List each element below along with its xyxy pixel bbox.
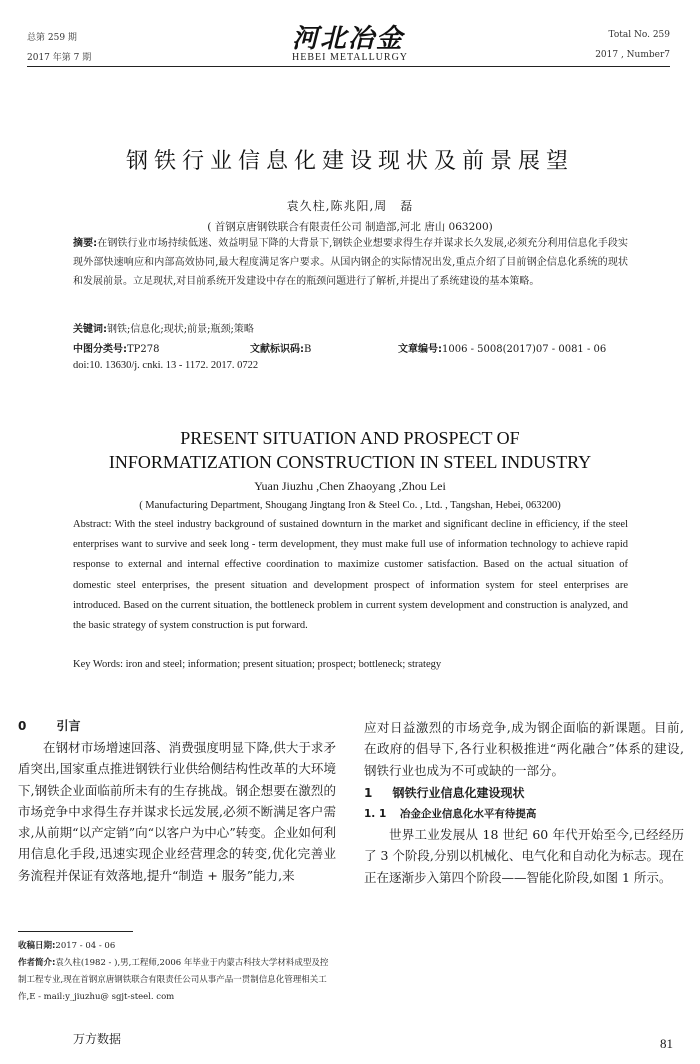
intro-paragraph: 在钢材市场增速回落、消费强度明显下降,供大于求矛盾突出,国家重点推进钢铁行业供给侧结构性改革的大环境下,钢铁企业面临前所未有的生存挑战。钢企想要在激烈的市场竞争中求得生存并谋求长远发展,必须不断满足客户需求,从前期“以产定销”向“以客户为中心”转变。企业如何利用信息化手段,迅速实现企业经营理念的转变,优化完善业务流程并保证有效落地,提升“制造 + 服务”能力,来: [18, 740, 336, 883]
keywords-cn-text: 钢铁;信息化;现状;前景;瓶颈;策略: [107, 324, 254, 335]
section-1-number: 1: [364, 786, 373, 800]
abstract-cn: [73, 235, 628, 291]
header-issue-year-en: 2017 , Number7: [595, 50, 670, 60]
section-1-title: 钢铁行业信息化建设现状: [392, 786, 525, 800]
footnote-rule: [18, 931, 133, 932]
header-rule: [27, 66, 670, 67]
keywords-en-label: Key Words:: [73, 659, 123, 670]
doc-code-value: B: [304, 344, 312, 355]
article-title-cn: 钢铁行业信息化建设现状及前景展望: [125, 149, 574, 174]
author-bio-label: 作者简介:: [18, 958, 56, 968]
keywords-en: [73, 659, 441, 670]
received-value: 2017 - 04 - 06: [55, 941, 116, 951]
clc-number: [73, 340, 160, 355]
keywords-cn-label: 关键词:: [73, 324, 107, 335]
header-issue-total-en: Total No. 259: [608, 30, 670, 40]
keywords-en-text: iron and steel; information; present situation; prospect; bottleneck; strategy: [125, 659, 442, 670]
article-title-en-line1: PRESENT SITUATION AND PROSPECT OF: [180, 428, 520, 448]
section-0-heading: [18, 717, 81, 734]
subsection-1-1-heading: [364, 806, 536, 821]
journal-logo: 河北冶金: [292, 24, 405, 54]
affiliation-en: ( Manufacturing Department, Shougang Jingtang Iron & Steel Co. , Ltd. , Tangshan, Hebei, 063200): [139, 500, 561, 511]
author-bio-text: 袁久柱(1982 - ),男,工程师,2006 年毕业于内蒙古科技大学材料成型及控制工程专业,现在首钢京唐钢铁联合有限责任公司从事产品一贯制信息化管理相关工作,E - mail:y_jiuzhu@ sgjt-steel. com: [18, 958, 329, 1002]
article-title-en: [0, 426, 700, 474]
doc-code: [250, 340, 311, 355]
section-0-title: 引言: [56, 719, 81, 733]
doc-code-label: 文献标识码:: [250, 344, 304, 355]
article-number-value: 1006 - 5008(2017)07 - 0081 - 06: [442, 344, 607, 355]
doi: doi:10. 13630/j. cnki. 13 - 1172. 2017. 0722: [73, 360, 259, 371]
authors-en: Yuan Jiuzhu ,Chen Zhaoyang ,Zhou Lei: [254, 479, 446, 493]
abstract-cn-label: 摘要:: [73, 238, 98, 249]
article-number-label: 文章编号:: [398, 344, 442, 355]
subsection-1-1-number: 1. 1: [364, 808, 387, 820]
abstract-en-label: Abstract:: [73, 519, 112, 530]
article-title-en-line2: INFORMATIZATION CONSTRUCTION IN STEEL INDUSTRY: [108, 452, 592, 472]
article-number: [398, 340, 606, 355]
author-bio: [18, 955, 336, 1006]
header-issue-total-cn: 总第 259 期: [27, 33, 77, 43]
section-1-heading: [364, 784, 525, 801]
authors-cn: 袁久柱,陈兆阳,周 磊: [286, 199, 414, 213]
abstract-en-text: With the steel industry background of sustained downturn in the market and significant decline in efficiency, if the steel enterprises want to survive and seek long - term development, they must make full use of information technology to achieve rapid response to external and internal effective coordination to maximize customer satisfaction. Based on the actual situation of domestic steel enterprises, the present situation and development prospect of information system for steel enterprises are introduced. Based on the current situation, the bottleneck problem in current system development and construction is analyzed, and the basic strategy of system construction is put forward.: [73, 519, 628, 632]
received-label: 收稿日期:: [18, 941, 56, 951]
section-0-number: 0: [18, 719, 27, 733]
affiliation-cn: ( 首钢京唐钢铁联合有限责任公司 制造部,河北 唐山 063200): [207, 221, 493, 233]
keywords-cn: [73, 320, 254, 335]
clc-label: 中图分类号:: [73, 344, 127, 355]
subsection-1-1-title: 冶金企业信息化水平有待提高: [399, 808, 537, 820]
page-number: 81: [660, 1036, 673, 1051]
subsection-1-1-paragraph: 世界工业发展从 18 世纪 60 年代开始至今,已经经历了 3 个阶段,分别以机械化、电气化和自动化为标志。现在正在逐渐步入第四个阶段——智能化阶段,如图 1 所示。: [364, 827, 684, 885]
source-watermark: 万方数据: [73, 1032, 122, 1046]
abstract-en: [73, 515, 628, 636]
intro-paragraph-continued: 应对日益激烈的市场竞争,成为钢企面临的新课题。目前,在政府的倡导下,各行业积极推进“两化融合”体系的建设,钢铁行业也成为不可或缺的一部分。: [364, 720, 684, 778]
abstract-cn-text: 在钢铁行业市场持续低迷、效益明显下降的大背景下,钢铁企业想要求得生存并谋求长久发展,必须充分利用信息化手段实现外部快速响应和内部高效协同,最大程度满足客户要求。从国内钢企的实际情况出发,重点介绍了目前钢企信息化系统的现状和发展前景。立足现状,对目前系统开发建设中存在的瓶颈问题进行了解析,并提出了系统建设的基本策略。: [73, 238, 629, 287]
header-issue-year-cn: 2017 年第 7 期: [27, 53, 92, 63]
clc-value: TP278: [127, 344, 160, 355]
footnote: [18, 938, 336, 1006]
journal-name-en: HEBEI METALLURGY: [292, 52, 409, 63]
received-date: [18, 938, 336, 955]
